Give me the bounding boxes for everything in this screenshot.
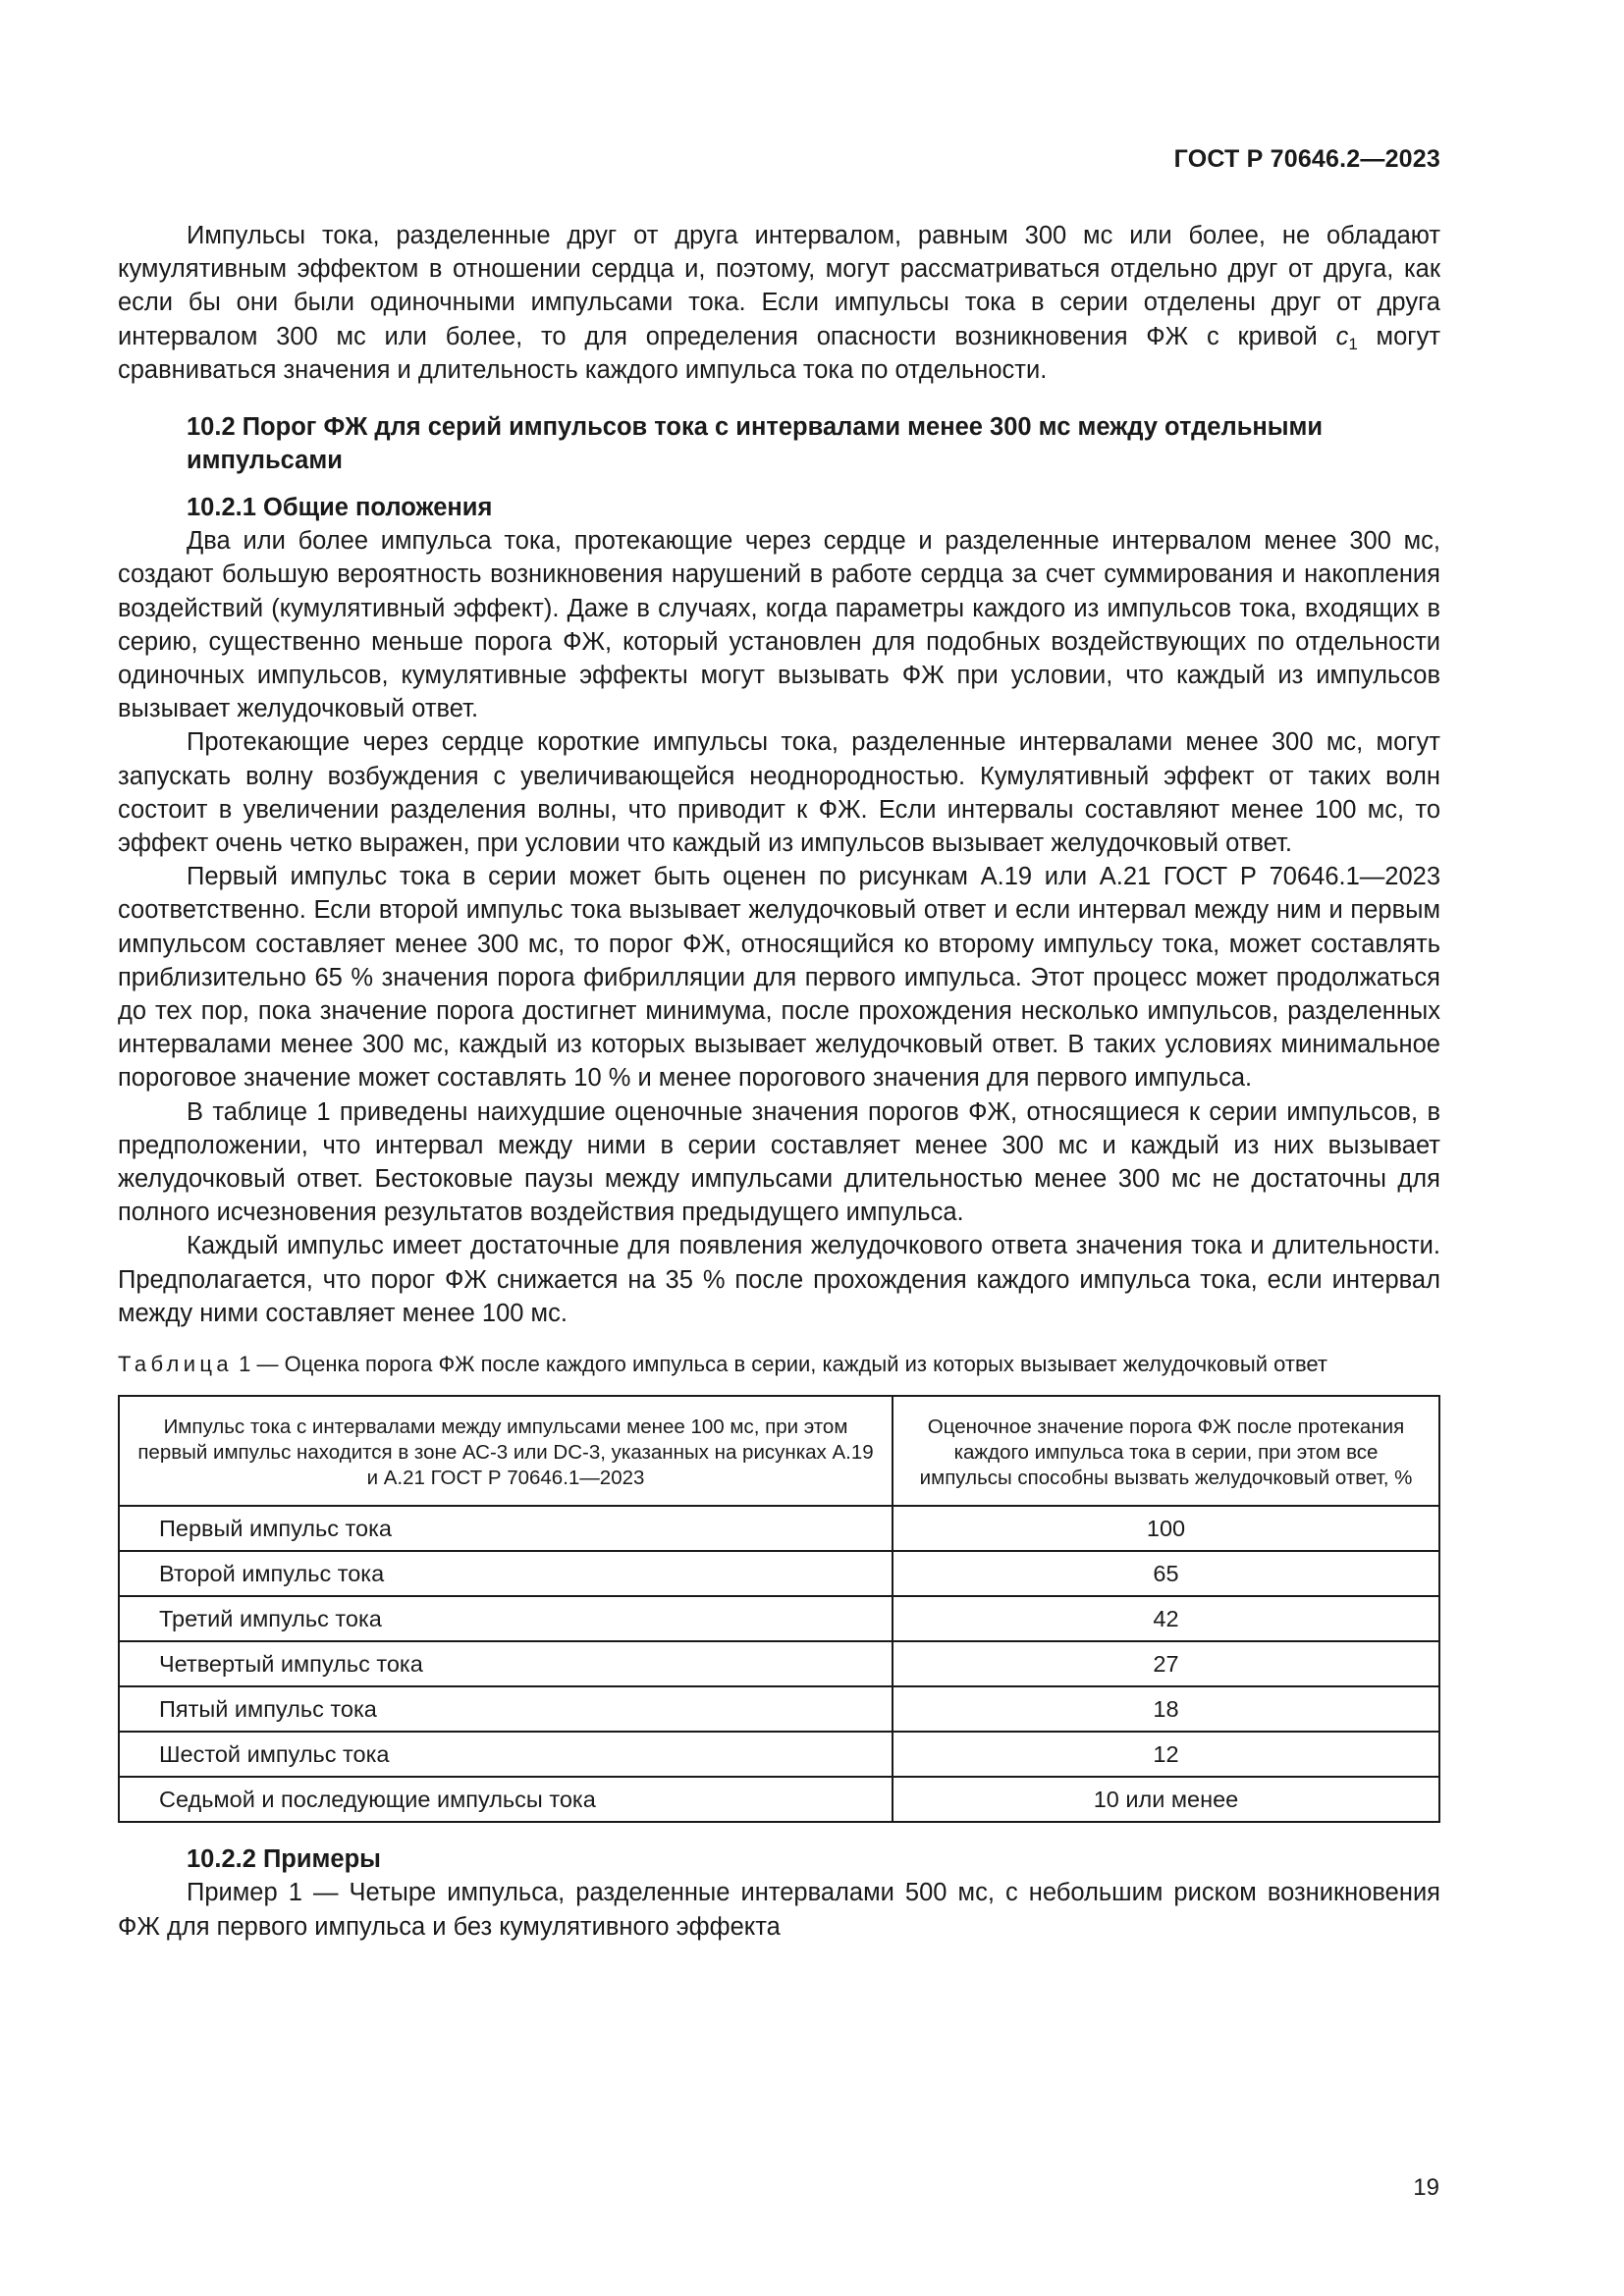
- table-caption-label: Таблица: [118, 1352, 234, 1377]
- table-row: [119, 1732, 1439, 1777]
- example-1-paragraph: Пример 1 — Четыре импульса, разделенные интервалами 500 мс, с небольшим риском возникновения ФЖ для первого импульса и без кумулятивного эффекта: [118, 1879, 1440, 1941]
- column-header-threshold: Оценочное значение порога ФЖ после протекания каждого импульса тока в серии, при этом все импульсы способны вызвать желудочковый ответ, %: [893, 1396, 1439, 1506]
- paragraph: В таблице 1 приведены наихудшие оценочные значения порогов ФЖ, относящиеся к серии импульсов, в предположении, что интервал между ними в серии составляет менее 300 мс и каждый из них вызывает желудочковый ответ. Бестоковые паузы между импульсами длительностью менее 300 мс не достаточны для полного исчезновения результатов воздействия предыдущего импульса.: [118, 1097, 1440, 1227]
- curve-subscript: 1: [1348, 334, 1358, 353]
- document-id-header: ГОСТ Р 70646.2—2023: [1173, 145, 1440, 173]
- section-10-2-heading: 10.2 Порог ФЖ для серий импульсов тока с интервалами менее 300 мс между отдельными импульсами: [187, 413, 1324, 475]
- threshold-cell: 100: [893, 1506, 1439, 1551]
- paragraph: Первый импульс тока в серии может быть оценен по рисункам А.19 или А.21 ГОСТ Р 70646.1—2023 соответственно. Если второй импульс тока вызывает желудочковый ответ и если интервал между ним и первым импульсом составляет менее 300 мс, то порог ФЖ, относящийся ко второму импульсу тока, может составлять приблизительно 65 % значения порога фибрилляции для первого импульса. Этот процесс может продолжаться до тех пор, пока значение порога достигнет минимума, после прохождения несколько импульсов, разделенных интервалами менее 300 мс, каждый из которых вызывает желудочковый ответ. В таких условиях минимальное пороговое значение может составлять 10 % и менее порогового значения для первого импульса.: [118, 863, 1440, 1093]
- table-row: [119, 1686, 1439, 1732]
- paragraph: Каждый импульс имеет достаточные для появления желудочкового ответа значения тока и длительности. Предполагается, что порог ФЖ снижается на 35 % после прохождения каждого импульса тока, если интервал между ними составляет менее 100 мс.: [118, 1232, 1440, 1327]
- paragraph: Два или более импульса тока, протекающие через сердце и разделенные интервалом менее 300 мс, создают большую вероятность возникновения нарушений в работе сердца за счет суммирования и накопления воздействий (кумулятивный эффект). Даже в случаях, когда параметры каждого из импульсов тока, входящих в серию, существенно меньше порога ФЖ, который установлен для подобных воздействующих по отдельности одиночных импульсов, кумулятивные эффекты могут вызывать ФЖ при условии, что каждый из импульсов вызывает желудочковый ответ.: [118, 527, 1440, 723]
- section-10-2-2-heading: 10.2.2 Примеры: [187, 1845, 381, 1874]
- intro-paragraph: Импульсы тока, разделенные друг от друга интервалом, равным 300 мс или более, не обладают кумулятивным эффектом в отношении сердца и, поэтому, могут рассматриваться отдельно друг от друга, как если бы они были одиночными импульсами тока. Если импульсы тока в серии отделены друг от друга интервалом 300 мс или более, то для определения опасности возникновения ФЖ с кривой $c_1$ могут сравниваться значения и длительность каждого импульса тока по отдельности.: [118, 222, 1440, 384]
- pulse-cell: Третий импульс тока: [119, 1596, 893, 1641]
- page-number: 19: [1413, 2174, 1439, 2201]
- table-1: [118, 1395, 1440, 1823]
- table-caption-text: 1 — Оценка порога ФЖ после каждого импульса в серии, каждый из которых вызывает желудочковый ответ: [233, 1352, 1327, 1377]
- pulse-cell: Седьмой и последующие импульсы тока: [119, 1777, 893, 1822]
- table-row: [119, 1596, 1439, 1641]
- pulse-cell: Шестой импульс тока: [119, 1732, 893, 1777]
- threshold-cell: 12: [893, 1732, 1439, 1777]
- table-header-row: [119, 1396, 1439, 1506]
- threshold-cell: 42: [893, 1596, 1439, 1641]
- threshold-cell: 65: [893, 1551, 1439, 1596]
- threshold-cell: 18: [893, 1686, 1439, 1732]
- pulse-cell: Пятый импульс тока: [119, 1686, 893, 1732]
- table-row: [119, 1777, 1439, 1822]
- paragraph: Протекающие через сердце короткие импульсы тока, разделенные интервалами менее 300 мс, могут запускать волну возбуждения с увеличивающейся неоднородностью. Кумулятивный эффект от таких волн состоит в увеличении разделения волны, что приводит к ФЖ. Если интервалы составляют менее 100 мс, то эффект очень четко выражен, при условии что каждый из импульсов вызывает желудочковый ответ.: [118, 728, 1440, 858]
- table-row: [119, 1551, 1439, 1596]
- pulse-cell: Второй импульс тока: [119, 1551, 893, 1596]
- table-row: [119, 1506, 1439, 1551]
- threshold-cell: 10 или менее: [893, 1777, 1439, 1822]
- section-10-2-1-heading: 10.2.1 Общие положения: [187, 494, 493, 522]
- column-header-pulse: Импульс тока с интервалами между импульсами менее 100 мс, при этом первый импульс находится в зоне АС-3 или DC-3, указанных на рисунках А.19 и А.21 ГОСТ Р 70646.1—2023: [119, 1396, 893, 1506]
- table-1-caption: [118, 1350, 1440, 1379]
- table-row: [119, 1641, 1439, 1686]
- pulse-cell: Первый импульс тока: [119, 1506, 893, 1551]
- pulse-cell: Четвертый импульс тока: [119, 1641, 893, 1686]
- curve-symbol: c: [1335, 322, 1349, 350]
- page-content: [118, 219, 1440, 1944]
- threshold-cell: 27: [893, 1641, 1439, 1686]
